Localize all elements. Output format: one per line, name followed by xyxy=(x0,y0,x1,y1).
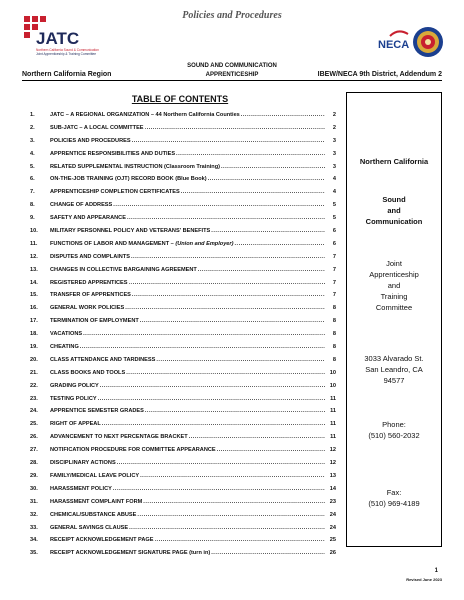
toc-leader-dots xyxy=(131,254,325,260)
toc-entry-title xyxy=(50,473,139,479)
toc-entry-title-text: HARASSMENT POLICY xyxy=(50,485,112,492)
toc-leader-dots xyxy=(129,280,326,286)
toc-entry-title-text: MILITARY PERSONNEL POLICY AND VETERANS' BENEFITS xyxy=(50,228,211,235)
toc-entry-title xyxy=(50,215,126,221)
toc-entry-page: 23 xyxy=(329,498,336,505)
toc-entry-title xyxy=(50,408,144,414)
toc-entry-title xyxy=(50,460,116,466)
toc-entry-page: 3 xyxy=(332,137,336,144)
program-title-line2: APPRENTICESHIP xyxy=(205,72,259,78)
toc-entry xyxy=(30,202,336,215)
toc-entry xyxy=(30,550,336,563)
sidebar-address xyxy=(347,353,441,386)
toc-entry-number: 5. xyxy=(30,163,35,170)
toc-entry-title xyxy=(50,280,128,286)
toc-entry-title-text: DISCIPLINARY ACTIONS xyxy=(50,460,116,467)
toc-leader-dots xyxy=(198,267,325,273)
toc-entry-number: 20. xyxy=(30,356,38,363)
toc-entry-page: 11 xyxy=(330,395,336,402)
sidebar-committee-line: and xyxy=(387,281,401,290)
toc-entry-title xyxy=(50,499,142,505)
toc-entry-title xyxy=(50,421,101,427)
toc-entry-page: 10 xyxy=(329,382,336,389)
toc-leader-dots xyxy=(176,151,325,157)
phone-label: Phone: xyxy=(382,420,406,429)
toc-entry-title xyxy=(50,537,154,543)
toc-entry-number: 16. xyxy=(30,305,38,312)
toc-entry-title-text: REGISTERED APPRENTICES xyxy=(50,279,128,286)
toc-entry-title-text: RIGHT OF APPEAL xyxy=(50,421,101,428)
toc-entry-title-text: GENERAL WORK POLICIES xyxy=(50,305,125,312)
toc-entry xyxy=(30,344,336,357)
contact-sidebar xyxy=(346,92,442,547)
toc-entry xyxy=(30,189,336,202)
toc-entry-title-text: TESTING POLICY xyxy=(50,395,97,402)
toc-entry xyxy=(30,473,336,486)
sidebar-program-line: Communication xyxy=(365,217,423,226)
toc-entry-title-text: CHEATING xyxy=(50,344,79,351)
toc-entry-page: 25 xyxy=(329,537,336,544)
toc-entry-number: 3. xyxy=(30,137,35,144)
toc-entry xyxy=(30,280,336,293)
toc-entry-number: 12. xyxy=(30,253,38,260)
toc-entry-page: 4 xyxy=(332,189,336,196)
toc-entry-title-text: APPRENTICE SEMESTER GRADES xyxy=(50,408,144,415)
toc-leader-dots xyxy=(129,525,325,531)
page-number: 1 xyxy=(434,568,438,574)
toc-entry-page: 2 xyxy=(332,112,336,118)
toc-entry-title-text: DISPUTES AND COMPLAINTS xyxy=(50,253,130,260)
toc-entry-number: 25. xyxy=(30,421,38,428)
toc-entry-title xyxy=(50,202,112,208)
toc-entry-number: 29. xyxy=(30,472,38,479)
toc-entry-title xyxy=(50,241,233,247)
toc-entry-title xyxy=(50,383,99,389)
toc-entry-title xyxy=(50,151,175,157)
toc-leader-dots xyxy=(100,383,325,389)
toc-leader-dots xyxy=(211,228,325,234)
toc-entry-title-text: RECEIPT ACKNOWLEDGEMENT SIGNATURE PAGE (turn in) xyxy=(50,550,211,557)
toc-entry-page: 11 xyxy=(330,408,336,415)
toc-leader-dots xyxy=(126,370,325,376)
sidebar-region: Northern California xyxy=(359,157,429,166)
toc-entry-number: 34. xyxy=(30,537,38,544)
document-header-title: Policies and Procedures xyxy=(182,10,282,21)
toc-entry-title-text: NOTIFICATION PROCEDURE FOR COMMITTEE APPEARANCE xyxy=(50,447,216,454)
district-label: IBEW/NECA 9th District, Addendum 2 xyxy=(317,71,442,78)
toc-entry-page: 12 xyxy=(329,460,336,467)
toc-entry-page: 11 xyxy=(330,434,336,441)
sidebar-fax xyxy=(347,487,441,509)
toc-entry-title-text: RELATED SUPPLEMENTAL INSTRUCTION (Classroom Training) xyxy=(50,163,220,170)
toc-entry-number: 6. xyxy=(30,176,35,183)
toc-leader-dots xyxy=(143,499,325,505)
toc-entry-number: 23. xyxy=(30,395,38,402)
toc-entry-title xyxy=(50,189,180,195)
toc-entry-title xyxy=(50,254,130,260)
toc-entry-number: 27. xyxy=(30,447,38,454)
toc-entry-page: 12 xyxy=(329,447,336,454)
jatc-logo-sub1: Northern California Sound & Communication xyxy=(36,48,99,52)
neca-ibew-logos xyxy=(354,24,444,64)
toc-entry-page: 6 xyxy=(332,240,336,247)
toc-entry-title-text: CLASS ATTENDANCE AND TARDINESS xyxy=(50,356,156,363)
toc-entry xyxy=(30,421,336,434)
program-title-line1: SOUND AND COMMUNICATION xyxy=(187,63,277,69)
toc-entry-number: 2. xyxy=(30,124,35,131)
toc-entry-title xyxy=(50,318,139,324)
toc-entry-title xyxy=(50,344,79,350)
toc-entry-page: 7 xyxy=(332,266,336,273)
toc-entry-number: 21. xyxy=(30,369,38,376)
jatc-logo-sub2: Joint Apprenticeship & Training Committee xyxy=(36,52,97,56)
revision-date: Revised June 2023 xyxy=(406,577,442,582)
toc-entry-page: 8 xyxy=(332,344,336,351)
sidebar-address-line: San Leandro, CA xyxy=(365,365,423,374)
toc-entry-title-text: RECEIPT ACKNOWLEDGEMENT PAGE xyxy=(50,537,154,544)
toc-entry xyxy=(30,164,336,177)
toc-entry-page: 4 xyxy=(332,176,336,183)
program-title xyxy=(120,62,344,80)
toc-leader-dots xyxy=(208,176,325,182)
toc-entry-title xyxy=(50,434,188,440)
toc-leader-dots xyxy=(132,292,325,298)
toc-entry-page: 2 xyxy=(332,124,336,131)
toc-entry xyxy=(30,112,336,125)
toc-leader-dots xyxy=(155,537,326,543)
toc-entry-title xyxy=(50,550,210,556)
header-divider xyxy=(22,80,442,81)
toc-leader-dots xyxy=(117,460,325,466)
toc-entry xyxy=(30,228,336,241)
toc-entry-title xyxy=(50,292,131,298)
toc-entry-number: 1. xyxy=(30,112,35,118)
toc-entry-title xyxy=(50,125,144,131)
sidebar-program xyxy=(347,194,441,227)
toc-entry-title-text: TRANSFER OF APPRENTICES xyxy=(50,292,131,299)
phone-number: (510) 560-2032 xyxy=(368,431,420,440)
toc-leader-dots xyxy=(98,396,325,402)
toc-entry-page: 24 xyxy=(329,524,336,531)
toc-entry-number: 24. xyxy=(30,408,38,415)
toc-entry-number: 35. xyxy=(30,550,38,557)
toc-entry-number: 19. xyxy=(30,344,38,351)
toc-entry-page: 13 xyxy=(329,472,336,479)
toc-entry xyxy=(30,537,336,550)
toc-entry-title-italic: (Union and Employer) xyxy=(175,240,234,247)
fax-label: Fax: xyxy=(386,488,402,497)
toc-entry-title-text: GRADING POLICY xyxy=(50,382,99,389)
toc-entry-title-text: APPRENTICESHIP COMPLETION CERTIFICATES xyxy=(50,189,180,196)
toc-entry xyxy=(30,215,336,228)
toc-entry xyxy=(30,460,336,473)
table-of-contents xyxy=(30,112,336,563)
toc-entry xyxy=(30,512,336,525)
toc-entry-page: 5 xyxy=(332,215,336,222)
toc-leader-dots xyxy=(102,421,325,427)
toc-entry xyxy=(30,241,336,254)
toc-entry-title-text: ADVANCEMENT TO NEXT PERCENTAGE BRACKET xyxy=(50,434,188,441)
toc-entry-number: 8. xyxy=(30,202,35,209)
sidebar-program-line: Sound xyxy=(382,195,406,204)
toc-leader-dots xyxy=(217,447,325,453)
toc-entry-title-text: VACATIONS xyxy=(50,331,83,338)
toc-entry xyxy=(30,408,336,421)
toc-entry-title-text: CHANGE OF ADDRESS xyxy=(50,202,113,209)
toc-entry-page: 8 xyxy=(332,331,336,338)
toc-entry xyxy=(30,305,336,318)
toc-entry-title xyxy=(50,525,128,531)
toc-entry xyxy=(30,525,336,538)
toc-entry-title-text: CHEMICAL/SUBSTANCE ABUSE xyxy=(50,511,137,518)
toc-entry-page: 6 xyxy=(332,228,336,235)
toc-entry-number: 32. xyxy=(30,511,38,518)
toc-entry xyxy=(30,357,336,370)
toc-leader-dots xyxy=(113,486,325,492)
sidebar-phone xyxy=(347,419,441,441)
toc-entry-title-text: FUNCTIONS OF LABOR AND MANAGEMENT – xyxy=(50,240,176,247)
jatc-logo-text: JATC xyxy=(36,29,80,48)
sidebar-address-line: 3033 Alvarado St. xyxy=(364,354,424,363)
toc-entry-title xyxy=(50,512,136,518)
toc-entry-title-text: HARASSMENT COMPLAINT FORM xyxy=(50,498,143,505)
toc-entry-title xyxy=(50,305,124,311)
toc-entry-title xyxy=(50,396,97,402)
toc-leader-dots xyxy=(234,241,325,247)
toc-leader-dots xyxy=(127,215,325,221)
toc-entry-number: 28. xyxy=(30,460,38,467)
toc-leader-dots xyxy=(113,202,325,208)
toc-entry-number: 33. xyxy=(30,524,38,531)
toc-leader-dots xyxy=(241,112,325,118)
sidebar-committee-line: Training xyxy=(380,292,408,301)
toc-entry-title-text: FAMILY/MEDICAL LEAVE POLICY xyxy=(50,472,140,479)
toc-entry-number: 7. xyxy=(30,189,35,196)
toc-entry-number: 13. xyxy=(30,266,38,273)
toc-entry-number: 14. xyxy=(30,279,38,286)
toc-entry-number: 18. xyxy=(30,331,38,338)
toc-entry xyxy=(30,499,336,512)
sidebar-program-line: and xyxy=(387,206,401,215)
sidebar-address-line: 94577 xyxy=(383,376,405,385)
toc-entry-title-text: SAFETY AND APPEARANCE xyxy=(50,215,126,222)
toc-entry-title xyxy=(50,112,240,118)
toc-entry-title xyxy=(50,486,112,492)
neca-logo: NECA xyxy=(378,39,410,51)
toc-entry-title-text: CLASS BOOKS AND TOOLS xyxy=(50,369,126,376)
toc-entry-title-text: TERMINATION OF EMPLOYMENT xyxy=(50,318,139,325)
fax-number: (510) 969-4189 xyxy=(368,499,420,508)
toc-leader-dots xyxy=(156,357,325,363)
toc-entry-title-text: POLICIES AND PROCEDURES xyxy=(50,137,131,144)
toc-entry-number: 22. xyxy=(30,382,38,389)
toc-entry-number: 11. xyxy=(30,240,38,247)
toc-entry-title xyxy=(50,164,220,170)
toc-entry xyxy=(30,151,336,164)
toc-entry-page: 8 xyxy=(332,318,336,325)
toc-entry-number: 26. xyxy=(30,434,38,441)
toc-entry-page: 8 xyxy=(332,356,336,363)
toc-entry-title xyxy=(50,138,131,144)
toc-entry-title-text: APPRENTICE RESPONSIBILITIES AND DUTIES xyxy=(50,150,176,157)
toc-leader-dots xyxy=(83,331,325,337)
toc-entry-title xyxy=(50,228,210,234)
sidebar-committee-line: Committee xyxy=(375,303,413,312)
toc-entry xyxy=(30,176,336,189)
toc-entry xyxy=(30,318,336,331)
toc-entry xyxy=(30,125,336,138)
toc-entry xyxy=(30,254,336,267)
toc-entry-page: 7 xyxy=(332,292,336,299)
toc-entry xyxy=(30,370,336,383)
toc-entry-title-text: GENERAL SAVINGS CLAUSE xyxy=(50,524,129,531)
toc-entry xyxy=(30,396,336,409)
toc-entry-title-text: CHANGES IN COLLECTIVE BARGAINING AGREEMENT xyxy=(50,266,197,273)
toc-entry-page: 7 xyxy=(332,279,336,286)
toc-entry-page: 10 xyxy=(329,369,336,376)
toc-leader-dots xyxy=(145,125,325,131)
toc-entry xyxy=(30,292,336,305)
toc-entry xyxy=(30,383,336,396)
toc-entry-page: 14 xyxy=(329,485,336,492)
toc-entry-title xyxy=(50,357,155,363)
toc-entry-page: 11 xyxy=(330,421,336,428)
toc-entry-page: 3 xyxy=(332,150,336,157)
toc-entry-title xyxy=(50,176,207,182)
toc-entry xyxy=(30,331,336,344)
toc-entry xyxy=(30,434,336,447)
sidebar-committee xyxy=(347,258,441,313)
toc-entry-page: 26 xyxy=(329,550,336,557)
toc-entry-number: 31. xyxy=(30,498,38,505)
toc-entry-number: 17. xyxy=(30,318,38,325)
toc-leader-dots xyxy=(132,138,325,144)
toc-entry-number: 15. xyxy=(30,292,38,299)
toc-leader-dots xyxy=(181,189,325,195)
region-label-left: Northern California Region xyxy=(22,71,112,78)
toc-entry xyxy=(30,486,336,499)
toc-leader-dots xyxy=(189,434,325,440)
toc-leader-dots xyxy=(140,473,325,479)
toc-entry-number: 9. xyxy=(30,215,35,222)
toc-title: TABLE OF CONTENTS xyxy=(131,94,229,104)
sidebar-committee-line: Joint xyxy=(386,259,402,268)
toc-entry-number: 4. xyxy=(30,150,35,157)
toc-entry-title-text: SUB-JATC – A LOCAL COMMITTEE xyxy=(50,124,144,131)
toc-entry-title xyxy=(50,267,197,273)
toc-entry-title-text: ON-THE-JOB TRAINING (OJT) RECORD BOOK (Blue Book) xyxy=(50,176,207,183)
toc-entry xyxy=(30,138,336,151)
jatc-logo xyxy=(22,14,102,62)
toc-leader-dots xyxy=(221,164,325,170)
toc-entry-title-text: JATC – A REGIONAL ORGANIZATION – 44 Northern California Counties xyxy=(50,112,240,118)
toc-entry-number: 10. xyxy=(30,228,38,235)
toc-entry-title xyxy=(50,331,82,337)
toc-entry-number: 30. xyxy=(30,485,38,492)
toc-leader-dots xyxy=(80,344,325,350)
toc-leader-dots xyxy=(137,512,325,518)
toc-leader-dots xyxy=(145,408,325,414)
toc-entry-page: 5 xyxy=(332,202,336,209)
toc-leader-dots xyxy=(125,305,325,311)
toc-leader-dots xyxy=(140,318,325,324)
toc-entry-title xyxy=(50,370,125,376)
toc-leader-dots xyxy=(211,550,325,556)
toc-entry xyxy=(30,447,336,460)
toc-entry-page: 3 xyxy=(332,163,336,170)
sidebar-committee-line: Apprenticeship xyxy=(369,270,419,279)
toc-entry-page: 24 xyxy=(329,511,336,518)
toc-entry-page: 7 xyxy=(332,253,336,260)
toc-entry xyxy=(30,267,336,280)
toc-entry-page: 8 xyxy=(332,305,336,312)
toc-entry-title xyxy=(50,447,216,453)
